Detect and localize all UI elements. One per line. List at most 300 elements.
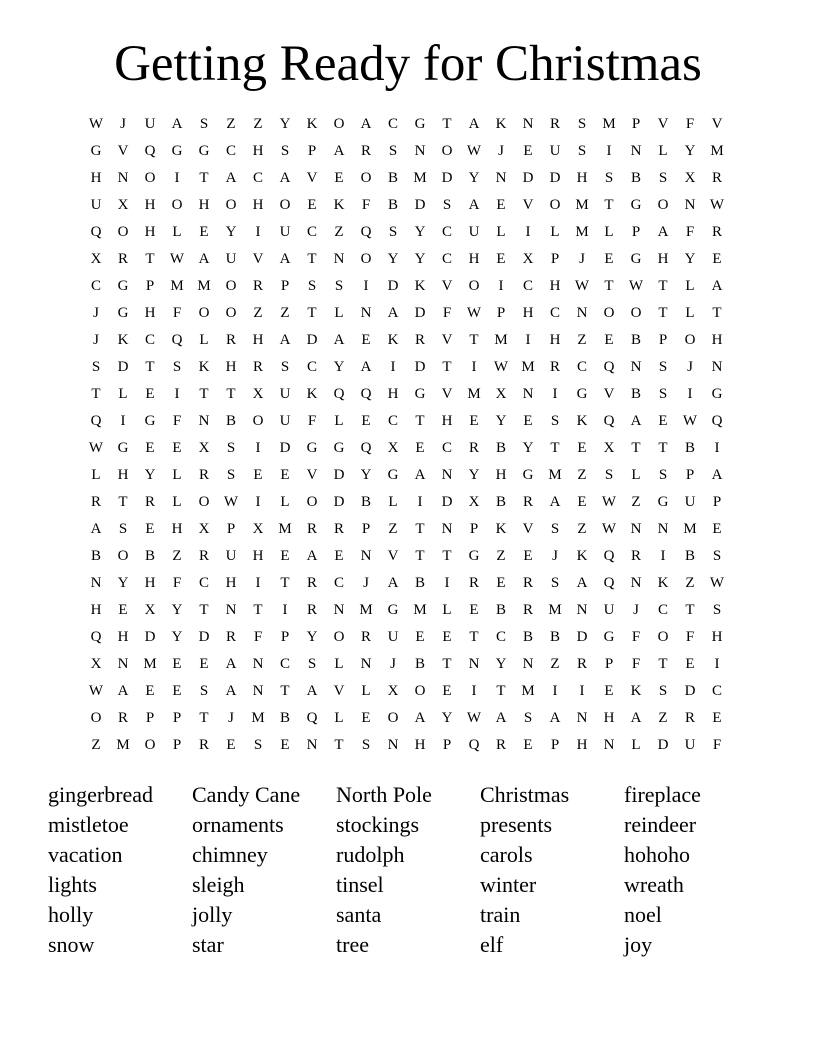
grid-letter: I xyxy=(660,548,666,564)
grid-letter: G xyxy=(468,548,480,564)
grid-letter: H xyxy=(711,629,723,645)
grid-row xyxy=(84,543,732,570)
grid-letter: G xyxy=(387,602,399,618)
grid-letter: H xyxy=(252,332,264,348)
grid-letter: N xyxy=(630,359,642,375)
grid-letter: E xyxy=(523,413,533,429)
grid-letter: M xyxy=(413,170,427,186)
grid-letter: O xyxy=(198,494,210,510)
word-list-item: mistletoe xyxy=(48,812,129,837)
grid-letter: X xyxy=(684,170,696,186)
grid-letter: O xyxy=(171,197,183,213)
grid-letter: V xyxy=(252,251,264,267)
grid-letter: W xyxy=(601,521,617,537)
grid-letter: Z xyxy=(550,656,560,672)
grid-letter: H xyxy=(144,224,156,240)
grid-letter: U xyxy=(684,737,696,753)
grid-letter: T xyxy=(253,602,263,618)
grid-letter: J xyxy=(93,332,99,348)
grid-letter: I xyxy=(525,332,531,348)
grid-row xyxy=(84,597,732,624)
grid-letter: X xyxy=(198,440,210,456)
grid-letter: C xyxy=(144,332,155,348)
word-list-item: train xyxy=(480,902,521,927)
grid-letter: P xyxy=(307,143,317,159)
grid-letter: D xyxy=(414,197,426,213)
grid-letter: I xyxy=(444,575,450,591)
grid-letter: V xyxy=(441,278,453,294)
grid-letter: X xyxy=(603,440,615,456)
grid-letter: G xyxy=(198,143,210,159)
grid-letter: G xyxy=(414,116,426,132)
grid-letter: O xyxy=(225,197,237,213)
grid-letter: T xyxy=(199,710,209,726)
grid-letter: G xyxy=(630,197,642,213)
grid-letter: K xyxy=(414,278,426,294)
grid-letter: M xyxy=(548,467,562,483)
grid-letter: C xyxy=(198,575,209,591)
grid-letter: T xyxy=(442,116,452,132)
grid-row xyxy=(84,732,732,759)
grid-letter: Y xyxy=(360,467,372,483)
grid-letter: X xyxy=(117,197,129,213)
grid-letter: O xyxy=(117,548,129,564)
grid-letter: I xyxy=(579,683,585,699)
grid-letter: Q xyxy=(603,359,615,375)
grid-letter: I xyxy=(255,440,261,456)
grid-letter: P xyxy=(172,710,182,726)
grid-letter: O xyxy=(198,305,210,321)
grid-letter: L xyxy=(118,386,128,402)
grid-letter: N xyxy=(522,656,534,672)
grid-row xyxy=(84,327,732,354)
grid-letter: J xyxy=(579,251,585,267)
grid-letter: K xyxy=(495,521,507,537)
grid-letter: H xyxy=(603,710,615,726)
grid-letter: P xyxy=(145,710,155,726)
grid-letter: D xyxy=(441,170,453,186)
grid-letter: K xyxy=(657,575,669,591)
word-list-item: Christmas xyxy=(480,782,570,807)
grid-letter: R xyxy=(198,548,209,564)
grid-letter: A xyxy=(333,332,345,348)
grid-letter: A xyxy=(171,116,183,132)
grid-letter: T xyxy=(658,440,668,456)
grid-letter: L xyxy=(172,224,182,240)
grid-letter: N xyxy=(576,710,588,726)
grid-letter: D xyxy=(279,440,291,456)
grid-letter: F xyxy=(172,305,182,321)
grid-letter: X xyxy=(252,386,264,402)
grid-letter: S xyxy=(442,197,452,213)
grid-letter: C xyxy=(522,278,533,294)
grid-letter: F xyxy=(631,629,641,645)
grid-letter: K xyxy=(387,332,399,348)
grid-letter: R xyxy=(252,359,263,375)
grid-letter: P xyxy=(442,737,452,753)
grid-letter: M xyxy=(197,278,211,294)
grid-letter: E xyxy=(523,737,533,753)
grid-letter: K xyxy=(198,359,210,375)
grid-letter: H xyxy=(225,359,237,375)
grid-letter: L xyxy=(550,224,560,240)
grid-letter: X xyxy=(387,440,399,456)
grid-row xyxy=(84,462,732,489)
grid-letter: W xyxy=(466,305,482,321)
grid-letter: E xyxy=(523,143,533,159)
grid-letter: Q xyxy=(711,413,723,429)
grid-letter: W xyxy=(88,116,104,132)
grid-letter: C xyxy=(441,251,452,267)
grid-letter: A xyxy=(387,305,399,321)
grid-letter: H xyxy=(252,548,264,564)
grid-letter: H xyxy=(90,602,102,618)
word-list-item: winter xyxy=(480,872,537,897)
grid-letter: E xyxy=(496,197,506,213)
grid-letter: U xyxy=(549,143,561,159)
grid-letter: L xyxy=(388,494,398,510)
grid-letter: I xyxy=(255,224,261,240)
word-list-item: carols xyxy=(480,842,533,867)
grid-letter: L xyxy=(658,143,668,159)
grid-letter: B xyxy=(279,710,290,726)
grid-letter: N xyxy=(333,602,345,618)
grid-letter: E xyxy=(280,548,290,564)
grid-letter: P xyxy=(685,467,695,483)
grid-letter: G xyxy=(711,386,723,402)
grid-letter: C xyxy=(495,629,506,645)
grid-letter: H xyxy=(549,278,561,294)
grid-letter: A xyxy=(279,170,291,186)
grid-row xyxy=(84,246,732,273)
grid-letter: Y xyxy=(414,224,426,240)
grid-letter: H xyxy=(252,197,264,213)
grid-letter: T xyxy=(631,440,641,456)
grid-letter: M xyxy=(575,224,589,240)
grid-letter: A xyxy=(414,710,426,726)
grid-letter: N xyxy=(630,521,642,537)
grid-letter: R xyxy=(90,494,101,510)
grid-letter: W xyxy=(466,143,482,159)
grid-letter: P xyxy=(280,278,290,294)
grid-letter: O xyxy=(279,197,291,213)
grid-letter: H xyxy=(657,251,669,267)
grid-letter: R xyxy=(306,521,317,537)
word-list-item: stockings xyxy=(336,812,420,837)
grid-letter: S xyxy=(577,116,587,132)
grid-letter: E xyxy=(280,467,290,483)
word-list-item: presents xyxy=(480,812,553,837)
grid-letter: R xyxy=(225,629,236,645)
grid-letter: E xyxy=(604,683,614,699)
grid-letter: J xyxy=(633,602,639,618)
grid-letter: B xyxy=(90,548,101,564)
grid-row xyxy=(84,489,732,516)
grid-letter: E xyxy=(415,629,425,645)
grid-row xyxy=(84,192,732,219)
grid-letter: Z xyxy=(631,494,641,510)
grid-letter: E xyxy=(604,251,614,267)
grid-letter: N xyxy=(387,737,399,753)
grid-letter: P xyxy=(604,656,614,672)
grid-letter: L xyxy=(280,494,290,510)
grid-letter: O xyxy=(117,224,129,240)
grid-letter: N xyxy=(468,656,480,672)
grid-letter: I xyxy=(255,494,261,510)
grid-letter: Q xyxy=(603,548,615,564)
grid-letter: T xyxy=(145,359,155,375)
grid-letter: D xyxy=(549,170,561,186)
grid-letter: N xyxy=(603,737,615,753)
word-list-item: tinsel xyxy=(336,872,384,897)
grid-letter: N xyxy=(90,575,102,591)
grid-letter: I xyxy=(255,575,261,591)
grid-letter: L xyxy=(496,224,506,240)
grid-letter: O xyxy=(414,683,426,699)
grid-letter: M xyxy=(413,602,427,618)
grid-letter: Y xyxy=(441,710,453,726)
grid-letter: D xyxy=(144,629,156,645)
grid-letter: E xyxy=(361,413,371,429)
grid-letter: G xyxy=(171,143,183,159)
grid-letter: E xyxy=(604,332,614,348)
grid-letter: E xyxy=(172,656,182,672)
grid-letter: A xyxy=(333,143,345,159)
grid-letter: D xyxy=(333,494,345,510)
grid-letter: O xyxy=(468,278,480,294)
grid-letter: Z xyxy=(388,521,398,537)
grid-letter: E xyxy=(226,737,236,753)
grid-letter: R xyxy=(306,602,317,618)
grid-letter: O xyxy=(387,710,399,726)
grid-letter: T xyxy=(91,386,101,402)
grid-letter: R xyxy=(198,737,209,753)
grid-letter: N xyxy=(441,521,453,537)
grid-row xyxy=(84,435,732,462)
grid-letter: I xyxy=(471,683,477,699)
grid-letter: S xyxy=(280,359,290,375)
grid-letter: O xyxy=(657,197,669,213)
grid-letter: T xyxy=(658,656,668,672)
grid-letter: A xyxy=(414,467,426,483)
grid-letter: M xyxy=(359,602,373,618)
grid-letter: I xyxy=(390,359,396,375)
grid-letter: L xyxy=(631,737,641,753)
grid-letter: E xyxy=(469,413,479,429)
grid-letter: F xyxy=(307,413,317,429)
grid-row xyxy=(84,300,732,327)
grid-letter: N xyxy=(360,548,372,564)
grid-letter: E xyxy=(442,683,452,699)
grid-letter: P xyxy=(172,737,182,753)
grid-letter: H xyxy=(117,629,129,645)
grid-letter: T xyxy=(307,251,317,267)
grid-letter: H xyxy=(171,521,183,537)
grid-letter: Q xyxy=(603,413,615,429)
grid-letter: Y xyxy=(333,359,345,375)
grid-letter: I xyxy=(552,683,558,699)
grid-letter: R xyxy=(576,656,587,672)
grid-letter: D xyxy=(306,332,318,348)
grid-letter: F xyxy=(685,629,695,645)
grid-letter: S xyxy=(307,656,317,672)
grid-letter: I xyxy=(417,494,423,510)
grid-letter: V xyxy=(306,170,318,186)
word-search-grid xyxy=(84,111,732,759)
grid-letter: T xyxy=(307,305,317,321)
grid-letter: U xyxy=(225,251,237,267)
grid-letter: K xyxy=(495,116,507,132)
grid-letter: C xyxy=(711,683,722,699)
grid-letter: Y xyxy=(279,116,291,132)
grid-letter: O xyxy=(630,305,642,321)
grid-letter: D xyxy=(387,278,399,294)
grid-letter: N xyxy=(252,656,264,672)
grid-letter: R xyxy=(198,467,209,483)
grid-letter: R xyxy=(522,575,533,591)
grid-letter: T xyxy=(199,386,209,402)
grid-letter: L xyxy=(442,602,452,618)
grid-letter: Y xyxy=(144,467,156,483)
grid-letter: Q xyxy=(360,386,372,402)
grid-letter: X xyxy=(252,521,264,537)
grid-letter: N xyxy=(360,305,372,321)
grid-letter: X xyxy=(387,683,399,699)
grid-letter: E xyxy=(280,737,290,753)
grid-letter: G xyxy=(603,629,615,645)
grid-letter: Y xyxy=(171,602,183,618)
grid-letter: E xyxy=(442,629,452,645)
grid-letter: S xyxy=(658,170,668,186)
grid-letter: H xyxy=(441,413,453,429)
grid-letter: F xyxy=(685,116,695,132)
grid-letter: I xyxy=(498,278,504,294)
grid-letter: E xyxy=(712,710,722,726)
grid-letter: T xyxy=(280,575,290,591)
grid-letter: T xyxy=(415,548,425,564)
grid-letter: A xyxy=(360,359,372,375)
word-list-item: noel xyxy=(624,902,662,927)
grid-letter: P xyxy=(226,521,236,537)
grid-letter: Z xyxy=(334,224,344,240)
grid-letter: B xyxy=(495,602,506,618)
grid-letter: C xyxy=(333,575,344,591)
grid-letter: S xyxy=(334,278,344,294)
grid-letter: D xyxy=(657,737,669,753)
grid-letter: C xyxy=(387,413,398,429)
word-list-item: Candy Cane xyxy=(192,782,301,807)
grid-letter: Q xyxy=(306,710,318,726)
grid-letter: X xyxy=(90,251,102,267)
word-list-item: sleigh xyxy=(192,872,245,897)
grid-letter: S xyxy=(307,278,317,294)
grid-letter: S xyxy=(712,602,722,618)
grid-letter: U xyxy=(387,629,399,645)
grid-letter: E xyxy=(253,467,263,483)
grid-letter: P xyxy=(712,494,722,510)
grid-letter: T xyxy=(334,737,344,753)
grid-letter: G xyxy=(117,305,129,321)
grid-letter: Y xyxy=(684,251,696,267)
grid-letter: Y xyxy=(387,251,399,267)
grid-letter: O xyxy=(603,305,615,321)
grid-letter: A xyxy=(549,494,561,510)
grid-row xyxy=(84,678,732,705)
grid-letter: W xyxy=(709,575,725,591)
grid-letter: F xyxy=(442,305,452,321)
grid-letter: A xyxy=(198,251,210,267)
grid-letter: T xyxy=(550,440,560,456)
grid-letter: T xyxy=(712,305,722,321)
grid-letter: E xyxy=(415,440,425,456)
grid-letter: H xyxy=(225,575,237,591)
grid-letter: V xyxy=(441,386,453,402)
grid-letter: S xyxy=(388,143,398,159)
grid-letter: E xyxy=(199,656,209,672)
grid-letter: D xyxy=(333,467,345,483)
grid-letter: Z xyxy=(577,332,587,348)
grid-letter: C xyxy=(252,170,263,186)
grid-letter: N xyxy=(360,656,372,672)
grid-letter: R xyxy=(117,710,128,726)
grid-letter: O xyxy=(144,170,156,186)
grid-letter: B xyxy=(144,548,155,564)
grid-letter: V xyxy=(441,332,453,348)
grid-letter: M xyxy=(602,116,616,132)
grid-letter: T xyxy=(145,251,155,267)
grid-letter: L xyxy=(91,467,101,483)
grid-letter: A xyxy=(225,683,237,699)
grid-letter: W xyxy=(169,251,185,267)
grid-letter: I xyxy=(552,386,558,402)
grid-letter: U xyxy=(279,413,291,429)
grid-row xyxy=(84,219,732,246)
grid-letter: J xyxy=(120,116,126,132)
grid-letter: H xyxy=(198,197,210,213)
grid-letter: G xyxy=(117,278,129,294)
grid-row xyxy=(84,111,732,138)
grid-letter: O xyxy=(360,251,372,267)
grid-letter: B xyxy=(630,332,641,348)
grid-row xyxy=(84,516,732,543)
grid-letter: L xyxy=(334,656,344,672)
grid-letter: G xyxy=(333,440,345,456)
grid-letter: E xyxy=(118,602,128,618)
grid-letter: L xyxy=(334,413,344,429)
grid-letter: D xyxy=(576,629,588,645)
grid-letter: S xyxy=(199,683,209,699)
word-list-item: santa xyxy=(336,902,382,927)
grid-letter: M xyxy=(521,683,535,699)
grid-letter: S xyxy=(658,683,668,699)
grid-letter: E xyxy=(334,548,344,564)
grid-letter: S xyxy=(712,548,722,564)
grid-letter: R xyxy=(360,143,371,159)
grid-letter: E xyxy=(685,656,695,672)
word-list xyxy=(48,780,768,960)
grid-letter: P xyxy=(658,332,668,348)
grid-letter: H xyxy=(549,332,561,348)
grid-letter: S xyxy=(658,386,668,402)
grid-letter: R xyxy=(549,359,560,375)
grid-letter: S xyxy=(604,170,614,186)
grid-letter: A xyxy=(306,548,318,564)
grid-letter: A xyxy=(387,575,399,591)
grid-letter: B xyxy=(414,656,425,672)
grid-letter: P xyxy=(280,629,290,645)
grid-letter: P xyxy=(145,278,155,294)
grid-letter: N xyxy=(333,251,345,267)
